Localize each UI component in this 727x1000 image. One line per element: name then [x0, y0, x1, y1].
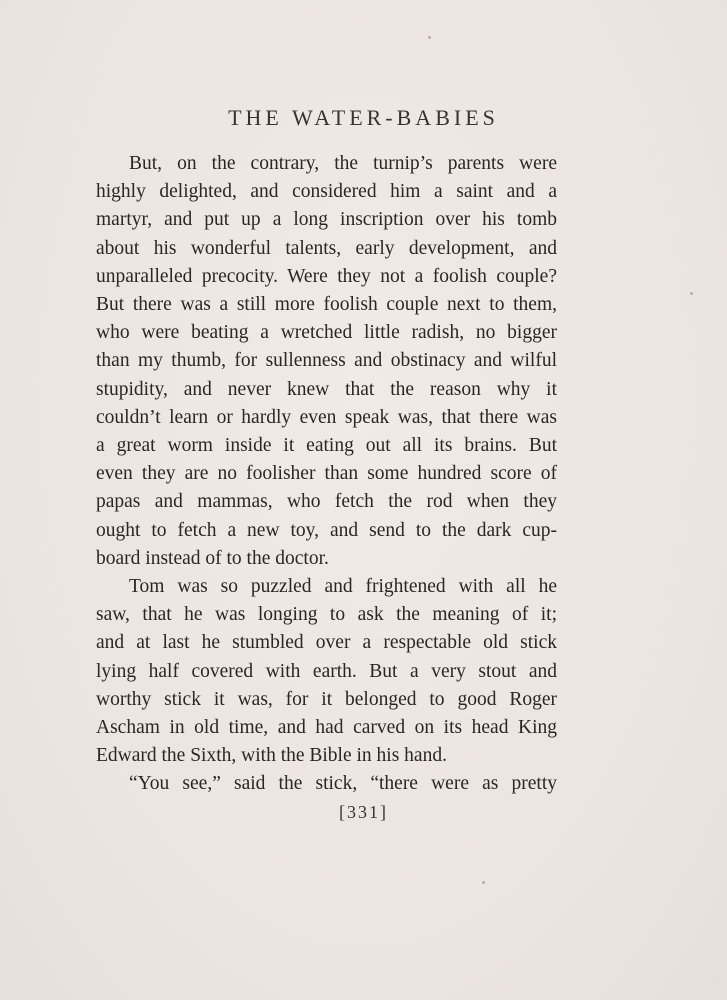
text-line: than my thumb, for sullenness and obstinacy and wilful [96, 350, 557, 372]
text-line: Tom was so puzzled and frightened with all he [129, 576, 557, 598]
paragraph-2 [96, 573, 557, 770]
text-line: stupidity, and never knew that the reason why it [96, 378, 557, 400]
text-line: highly delighted, and considered him a saint and a [96, 181, 557, 203]
paper-speck [690, 292, 693, 295]
text-line: worthy stick it was, for it belonged to good Roger [96, 688, 557, 710]
body-text [96, 150, 557, 799]
running-title: THE WATER-BABIES [228, 105, 499, 130]
text-line: But there was a still more foolish couple next to them, [96, 294, 557, 316]
text-line: saw, that he was longing to ask the meaning of it; [96, 604, 557, 626]
text-line: even they are no foolisher than some hundred score of [96, 463, 557, 485]
paper-speck [482, 881, 485, 884]
page-number: [331] [339, 802, 388, 822]
text-line: Ascham in old time, and had carved on its head King [96, 717, 557, 739]
text-line: ought to fetch a new toy, and send to the dark cup- [96, 519, 557, 541]
text-line: a great worm inside it eating out all its brains. But [96, 435, 557, 457]
text-line: about his wonderful talents, early development, and [96, 237, 557, 259]
text-line: unparalleled precocity. Were they not a foolish couple? [96, 265, 557, 287]
text-line: who were beating a wretched little radish, no bigger [96, 322, 557, 344]
paragraph-1 [96, 150, 557, 573]
text-line: Edward the Sixth, with the Bible in his hand. [96, 745, 447, 767]
text-line: But, on the contrary, the turnip’s parents were [129, 153, 557, 174]
text-line: couldn’t learn or hardly even speak was, that there was [96, 406, 557, 428]
text-line: board instead of to the doctor. [96, 547, 329, 569]
text-line: lying half covered with earth. But a very stout and [96, 660, 557, 682]
text-line: papas and mammas, who fetch the rod when they [96, 491, 557, 513]
text-line: and at last he stumbled over a respectable old stick [96, 632, 557, 654]
text-line: martyr, and put up a long inscription over his tomb [96, 209, 557, 231]
text-line: “You see,” said the stick, “there were as pretty [129, 773, 557, 795]
paper-speck [428, 36, 431, 39]
paragraph-3 [96, 770, 557, 798]
